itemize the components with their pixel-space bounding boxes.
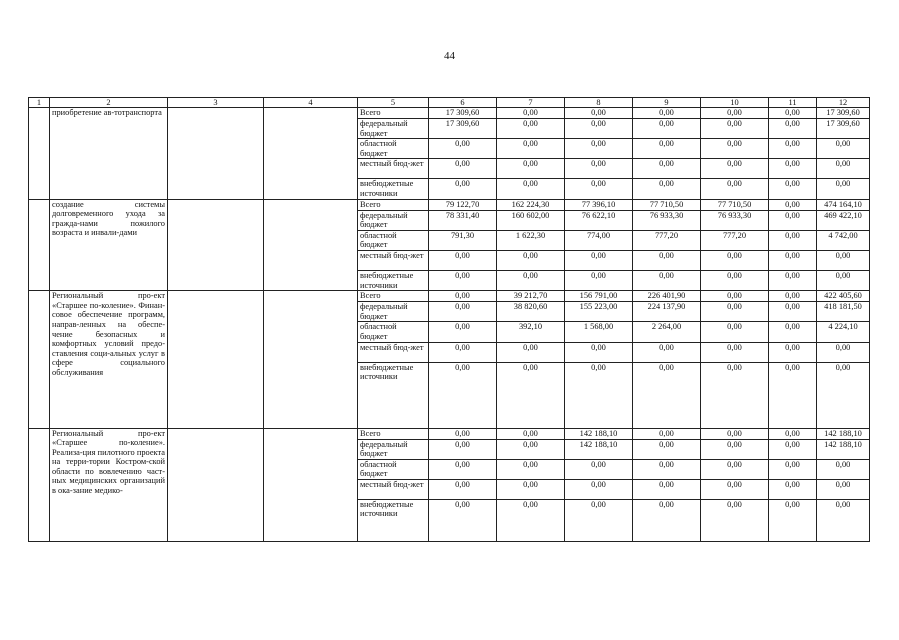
amount-cell: 0,00: [633, 428, 701, 439]
col-header: 2: [50, 98, 168, 108]
amount-cell: 0,00: [817, 250, 870, 270]
amount-cell: 0,00: [701, 108, 769, 119]
amount-cell: 0,00: [633, 119, 701, 139]
amount-cell: 0,00: [497, 179, 565, 199]
amount-cell: 0,00: [497, 439, 565, 459]
amount-cell: 0,00: [429, 342, 497, 362]
amount-cell: 0,00: [817, 270, 870, 290]
amount-cell: 0,00: [497, 250, 565, 270]
amount-cell: 0,00: [429, 250, 497, 270]
funding-source: областной бюджет: [358, 230, 429, 250]
amount-cell: 0,00: [769, 428, 817, 439]
amount-cell: 77 396,10: [565, 199, 633, 210]
amount-cell: 0,00: [701, 322, 769, 342]
funding-source: местный бюд-жет: [358, 479, 429, 499]
measure-description: приобретение ав-тотранспорта: [50, 108, 168, 200]
amount-cell: 0,00: [429, 479, 497, 499]
measure-description: Региональный про-ект «Старшее по-коление». Реализа-ция пилотного проекта на терри-тории Костром-ской области по вовлечению част-ных медицинских организаций в ока-зание медико-: [50, 428, 168, 541]
amount-cell: 224 137,90: [633, 302, 701, 322]
col-header: 4: [264, 98, 358, 108]
amount-cell: 392,10: [497, 322, 565, 342]
funding-source: Всего: [358, 291, 429, 302]
amount-cell: 0,00: [565, 250, 633, 270]
amount-cell: 0,00: [769, 119, 817, 139]
budget-table: [28, 97, 870, 542]
amount-cell: 0,00: [633, 362, 701, 428]
amount-cell: 17 309,60: [817, 108, 870, 119]
amount-cell: 142 188,10: [565, 428, 633, 439]
amount-cell: 0,00: [769, 199, 817, 210]
amount-cell: 474 164,10: [817, 199, 870, 210]
amount-cell: 791,30: [429, 230, 497, 250]
amount-cell: 0,00: [769, 270, 817, 290]
row-number-cell: [29, 428, 50, 541]
col-header: 6: [429, 98, 497, 108]
col-header: 12: [817, 98, 870, 108]
amount-cell: 0,00: [633, 139, 701, 159]
amount-cell: 77 710,50: [701, 199, 769, 210]
funding-source: федеральный бюджет: [358, 302, 429, 322]
amount-cell: 0,00: [497, 428, 565, 439]
amount-cell: 0,00: [769, 479, 817, 499]
table-row: [29, 428, 870, 439]
amount-cell: 4 224,10: [817, 322, 870, 342]
funding-source: внебюджетные источники: [358, 270, 429, 290]
amount-cell: 422 405,60: [817, 291, 870, 302]
amount-cell: 0,00: [565, 179, 633, 199]
amount-cell: 76 622,10: [565, 210, 633, 230]
col-header: 9: [633, 98, 701, 108]
amount-cell: 156 791,00: [565, 291, 633, 302]
amount-cell: 0,00: [633, 499, 701, 541]
amount-cell: 1 568,00: [565, 322, 633, 342]
amount-cell: 0,00: [429, 322, 497, 342]
amount-cell: 0,00: [817, 179, 870, 199]
amount-cell: 78 331,40: [429, 210, 497, 230]
amount-cell: 0,00: [497, 159, 565, 179]
table-row: [29, 108, 870, 119]
amount-cell: 0,00: [429, 362, 497, 428]
amount-cell: 0,00: [817, 499, 870, 541]
amount-cell: 155 223,00: [565, 302, 633, 322]
amount-cell: 777,20: [701, 230, 769, 250]
funding-source: Всего: [358, 108, 429, 119]
col-header: 7: [497, 98, 565, 108]
amount-cell: 0,00: [497, 362, 565, 428]
amount-cell: 4 742,00: [817, 230, 870, 250]
amount-cell: 0,00: [701, 270, 769, 290]
amount-cell: 0,00: [565, 342, 633, 362]
amount-cell: 0,00: [497, 270, 565, 290]
funding-source: областной бюджет: [358, 139, 429, 159]
amount-cell: 0,00: [769, 108, 817, 119]
row-number-cell: [29, 291, 50, 428]
amount-cell: 0,00: [769, 230, 817, 250]
funding-source: федеральный бюджет: [358, 210, 429, 230]
amount-cell: 0,00: [429, 179, 497, 199]
amount-cell: 774,00: [565, 230, 633, 250]
amount-cell: 0,00: [497, 139, 565, 159]
col-header: 1: [29, 98, 50, 108]
funding-source: местный бюд-жет: [358, 159, 429, 179]
amount-cell: 0,00: [817, 139, 870, 159]
amount-cell: 0,00: [769, 210, 817, 230]
amount-cell: 142 188,10: [817, 439, 870, 459]
amount-cell: 777,20: [633, 230, 701, 250]
amount-cell: 2 264,00: [633, 322, 701, 342]
amount-cell: 0,00: [429, 439, 497, 459]
col3-cell: [168, 199, 264, 291]
funding-source: Всего: [358, 428, 429, 439]
amount-cell: 0,00: [701, 428, 769, 439]
amount-cell: 0,00: [701, 291, 769, 302]
amount-cell: 0,00: [429, 270, 497, 290]
amount-cell: 0,00: [565, 139, 633, 159]
amount-cell: 79 122,70: [429, 199, 497, 210]
amount-cell: 0,00: [769, 499, 817, 541]
amount-cell: 0,00: [817, 342, 870, 362]
amount-cell: 0,00: [429, 459, 497, 479]
amount-cell: 0,00: [497, 119, 565, 139]
amount-cell: 0,00: [701, 302, 769, 322]
amount-cell: 160 602,00: [497, 210, 565, 230]
amount-cell: 0,00: [701, 179, 769, 199]
measure-description: Региональный про-ект «Старшее по-коление». Финан-совое обеспечение программ, направ-ленных на обеспе-чение безопасных и комфортных условий предо-ставления соци-альных услуг в сфере социального обслуживания: [50, 291, 168, 428]
amount-cell: 76 933,30: [633, 210, 701, 230]
amount-cell: 17 309,60: [429, 119, 497, 139]
amount-cell: 0,00: [497, 499, 565, 541]
amount-cell: 0,00: [565, 159, 633, 179]
col3-cell: [168, 291, 264, 428]
table-row: [29, 199, 870, 210]
amount-cell: 0,00: [633, 250, 701, 270]
funding-source: областной бюджет: [358, 322, 429, 342]
funding-source: внебюджетные источники: [358, 179, 429, 199]
amount-cell: 0,00: [701, 250, 769, 270]
amount-cell: 0,00: [497, 479, 565, 499]
funding-source: местный бюд-жет: [358, 342, 429, 362]
funding-source: внебюджетные источники: [358, 362, 429, 428]
amount-cell: 0,00: [817, 362, 870, 428]
col-header: 5: [358, 98, 429, 108]
col4-cell: [264, 291, 358, 428]
col4-cell: [264, 199, 358, 291]
amount-cell: 0,00: [701, 119, 769, 139]
amount-cell: 17 309,60: [817, 119, 870, 139]
amount-cell: 469 422,10: [817, 210, 870, 230]
amount-cell: 77 710,50: [633, 199, 701, 210]
amount-cell: 0,00: [429, 302, 497, 322]
col4-cell: [264, 428, 358, 541]
amount-cell: 0,00: [769, 342, 817, 362]
amount-cell: 0,00: [429, 291, 497, 302]
amount-cell: 0,00: [497, 108, 565, 119]
col3-cell: [168, 428, 264, 541]
amount-cell: 0,00: [633, 108, 701, 119]
amount-cell: 0,00: [701, 159, 769, 179]
amount-cell: 0,00: [769, 159, 817, 179]
amount-cell: 226 401,90: [633, 291, 701, 302]
col-header: 10: [701, 98, 769, 108]
funding-source: внебюджетные источники: [358, 499, 429, 541]
amount-cell: 0,00: [701, 459, 769, 479]
amount-cell: 0,00: [701, 362, 769, 428]
amount-cell: 0,00: [565, 459, 633, 479]
funding-source: федеральный бюджет: [358, 119, 429, 139]
measure-description: создание системы долговременного ухода за гражда-нами пожилого возраста и инвали-дами: [50, 199, 168, 291]
amount-cell: 0,00: [429, 428, 497, 439]
col3-cell: [168, 108, 264, 200]
amount-cell: 0,00: [565, 479, 633, 499]
amount-cell: 0,00: [497, 459, 565, 479]
amount-cell: 0,00: [701, 499, 769, 541]
amount-cell: 0,00: [633, 270, 701, 290]
amount-cell: 0,00: [633, 459, 701, 479]
amount-cell: 0,00: [565, 499, 633, 541]
amount-cell: 418 181,50: [817, 302, 870, 322]
amount-cell: 0,00: [769, 139, 817, 159]
amount-cell: 0,00: [817, 479, 870, 499]
amount-cell: 142 188,10: [565, 439, 633, 459]
amount-cell: 76 933,30: [701, 210, 769, 230]
amount-cell: 0,00: [769, 439, 817, 459]
col-header: 11: [769, 98, 817, 108]
amount-cell: 0,00: [769, 250, 817, 270]
amount-cell: 162 224,30: [497, 199, 565, 210]
amount-cell: 0,00: [565, 108, 633, 119]
row-number-cell: [29, 108, 50, 200]
amount-cell: 0,00: [769, 291, 817, 302]
amount-cell: 0,00: [769, 459, 817, 479]
amount-cell: 0,00: [769, 302, 817, 322]
funding-source: Всего: [358, 199, 429, 210]
table-row: [29, 291, 870, 302]
header-row: [29, 98, 870, 108]
funding-source: областной бюджет: [358, 459, 429, 479]
amount-cell: 0,00: [701, 139, 769, 159]
page-number: 44: [444, 50, 455, 62]
amount-cell: 0,00: [701, 439, 769, 459]
amount-cell: 38 820,60: [497, 302, 565, 322]
amount-cell: 0,00: [633, 159, 701, 179]
row-number-cell: [29, 199, 50, 291]
amount-cell: 0,00: [633, 439, 701, 459]
col-header: 8: [565, 98, 633, 108]
funding-source: местный бюд-жет: [358, 250, 429, 270]
amount-cell: 0,00: [633, 479, 701, 499]
amount-cell: 0,00: [429, 159, 497, 179]
amount-cell: 0,00: [429, 139, 497, 159]
funding-source: федеральный бюджет: [358, 439, 429, 459]
amount-cell: 0,00: [701, 479, 769, 499]
amount-cell: 0,00: [817, 159, 870, 179]
amount-cell: 0,00: [565, 119, 633, 139]
amount-cell: 0,00: [633, 342, 701, 362]
amount-cell: 142 188,10: [817, 428, 870, 439]
amount-cell: 1 622,30: [497, 230, 565, 250]
amount-cell: 17 309,60: [429, 108, 497, 119]
amount-cell: 0,00: [769, 362, 817, 428]
amount-cell: 0,00: [769, 322, 817, 342]
amount-cell: 0,00: [817, 459, 870, 479]
amount-cell: 0,00: [633, 179, 701, 199]
col4-cell: [264, 108, 358, 200]
amount-cell: 0,00: [429, 499, 497, 541]
col-header: 3: [168, 98, 264, 108]
amount-cell: 0,00: [565, 362, 633, 428]
amount-cell: 39 212,70: [497, 291, 565, 302]
amount-cell: 0,00: [497, 342, 565, 362]
amount-cell: 0,00: [769, 179, 817, 199]
amount-cell: 0,00: [701, 342, 769, 362]
amount-cell: 0,00: [565, 270, 633, 290]
